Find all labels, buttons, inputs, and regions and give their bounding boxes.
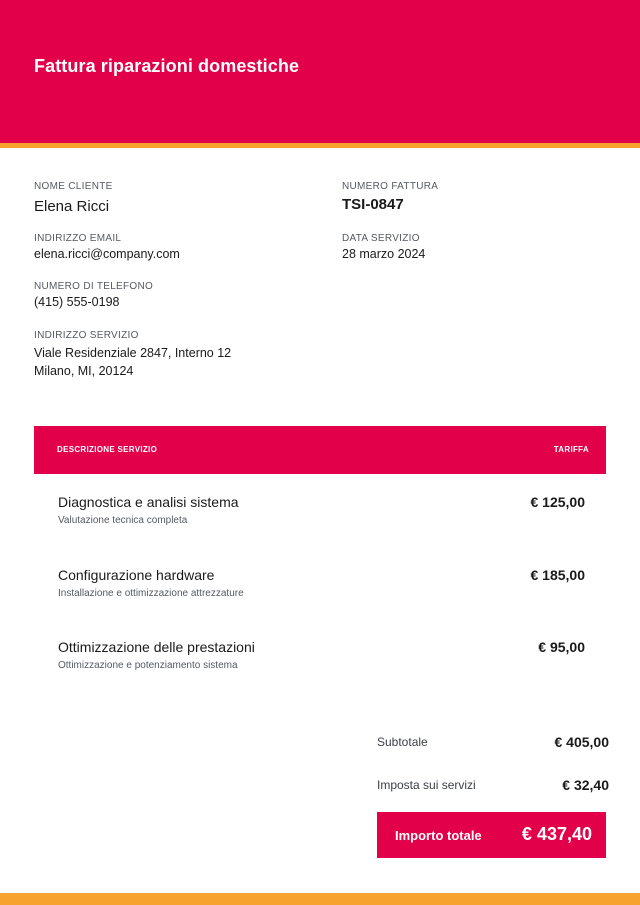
subtotal-value: € 405,00	[554, 734, 609, 750]
column-header-description: DESCRIZIONE SERVIZIO	[57, 445, 158, 454]
service-name: Ottimizzazione delle prestazioni	[58, 639, 255, 655]
service-description: Ottimizzazione e potenziamento sistema	[58, 660, 238, 671]
total-label: Importo totale	[395, 828, 482, 843]
service-name: Configurazione hardware	[58, 567, 215, 583]
subtotal-label: Subtotale	[377, 735, 428, 749]
total-amount-box	[377, 812, 606, 858]
service-date: 28 marzo 2024	[342, 247, 426, 261]
client-name-label: NOME CLIENTE	[34, 181, 113, 192]
service-name: Diagnostica e analisi sistema	[58, 494, 239, 510]
service-address-line2: Milano, MI, 20124	[34, 364, 134, 378]
service-price: € 185,00	[530, 567, 585, 583]
header-accent-stripe	[0, 143, 640, 148]
tax-value: € 32,40	[562, 777, 609, 793]
table-row	[34, 639, 606, 689]
client-phone: (415) 555-0198	[34, 295, 120, 309]
table-row	[34, 567, 606, 617]
total-value: € 437,40	[521, 824, 592, 844]
invoice-title: Fattura riparazioni domestiche	[34, 56, 300, 76]
tax-label: Imposta sui servizi	[377, 778, 476, 792]
client-email: elena.ricci@company.com	[34, 247, 180, 261]
invoice-number: TSI-0847	[342, 196, 404, 213]
client-name: Elena Ricci	[34, 198, 110, 215]
footer-accent-stripe	[0, 893, 640, 905]
invoice-number-label: NUMERO FATTURA	[342, 181, 439, 192]
invoice-header	[0, 0, 640, 143]
service-date-label: DATA SERVIZIO	[342, 233, 420, 244]
service-price: € 125,00	[530, 494, 585, 510]
service-description: Installazione e ottimizzazione attrezzature	[58, 588, 244, 599]
table-row	[34, 494, 606, 544]
column-header-rate: TARIFFA	[553, 445, 589, 454]
service-description: Valutazione tecnica completa	[58, 515, 188, 526]
client-phone-label: NUMERO DI TELEFONO	[34, 281, 154, 292]
service-address-label: INDIRIZZO SERVIZIO	[34, 330, 139, 341]
service-price: € 95,00	[538, 639, 585, 655]
service-address-line1: Viale Residenziale 2847, Interno 12	[34, 346, 232, 360]
client-email-label: INDIRIZZO EMAIL	[34, 233, 122, 244]
services-table-header	[34, 426, 606, 474]
